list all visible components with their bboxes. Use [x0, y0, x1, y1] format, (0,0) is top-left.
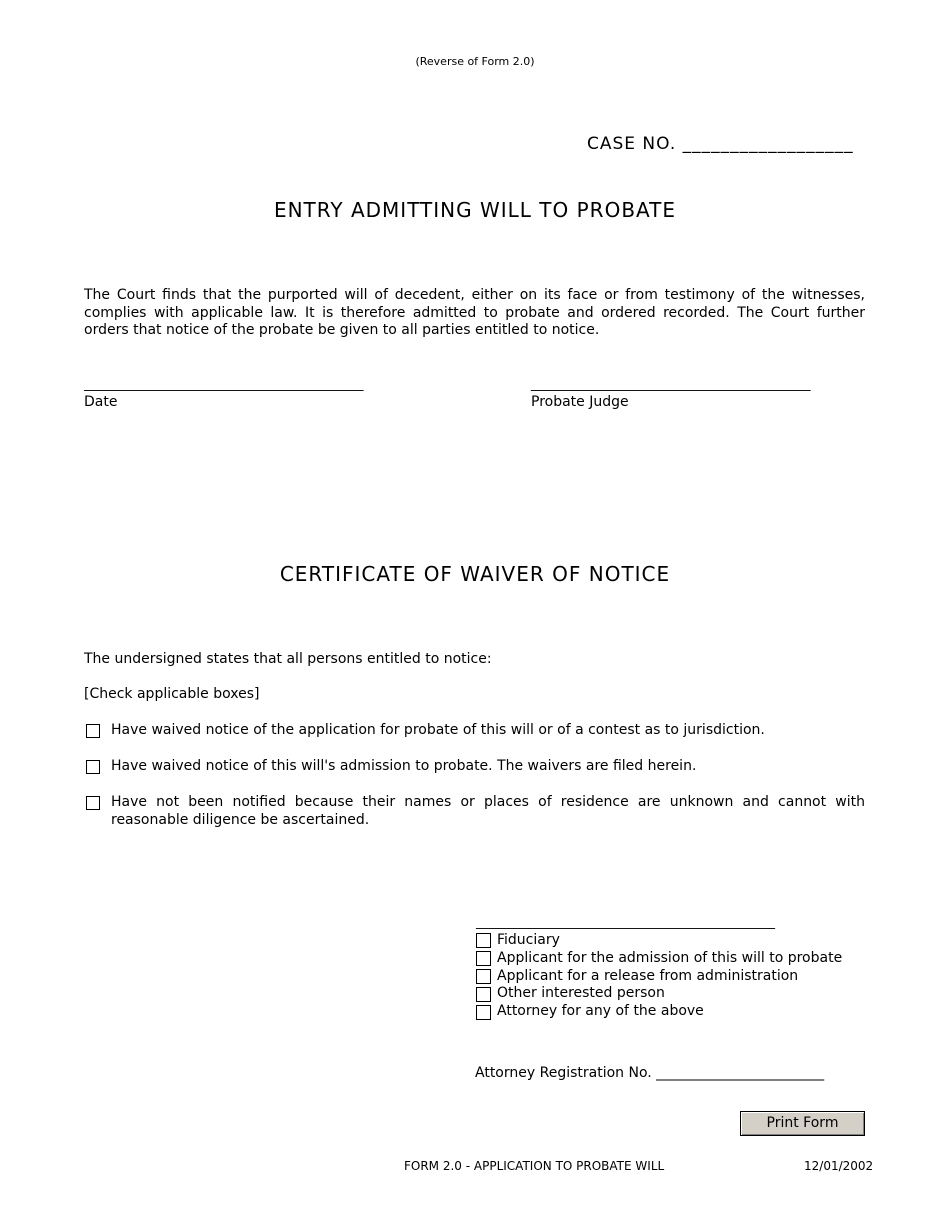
role-checkbox[interactable] — [476, 987, 491, 1002]
role-checkbox[interactable] — [476, 951, 491, 966]
waiver-option-label: Have not been notified because their names or places of residence are unknown and cannot with reasonable diligence be ascertained. — [111, 794, 865, 828]
waiver-option-checkbox[interactable] — [86, 724, 100, 738]
waiver-option-label: Have waived notice of the application for probate of this will or of a contest as to jurisdiction. — [111, 722, 765, 738]
date-label: Date — [84, 394, 118, 410]
probate-judge-label: Probate Judge — [531, 394, 629, 410]
role-item — [476, 985, 842, 1003]
judge-signature-line[interactable]: ___________________________________________ — [531, 377, 811, 392]
role-list — [476, 932, 842, 1021]
role-checkbox[interactable] — [476, 933, 491, 948]
attorney-registration-field[interactable]: Attorney Registration No. ________________________ — [475, 1065, 825, 1081]
entry-title: ENTRY ADMITTING WILL TO PROBATE — [273, 198, 677, 222]
role-label: Applicant for a release from administration — [497, 967, 799, 984]
role-checkbox[interactable] — [476, 969, 491, 984]
role-item — [476, 932, 842, 950]
footer-form-name: FORM 2.0 - APPLICATION TO PROBATE WILL — [404, 1159, 665, 1173]
entry-body: The Court finds that the purported will of decedent, either on its face or from testimony of the witnesses, complies with applicable law. It is therefore admitted to probate and ordered recorded. The Court further orders that notice of the probate be given to all parties entitled to notice. — [84, 287, 865, 338]
waiver-intro: The undersigned states that all persons entitled to notice: — [84, 651, 492, 667]
role-label: Other interested person — [497, 985, 665, 1002]
case-number-field[interactable]: CASE NO. __________________ — [587, 134, 854, 154]
role-checkbox[interactable] — [476, 1005, 491, 1020]
waiver-title: CERTIFICATE OF WAIVER OF NOTICE — [279, 562, 671, 586]
waiver-option-checkbox[interactable] — [86, 760, 100, 774]
role-label: Attorney for any of the above — [497, 1003, 704, 1020]
role-item — [476, 950, 842, 968]
role-label: Applicant for the admission of this will to probate — [497, 949, 843, 966]
waiver-option-label: Have waived notice of this will's admission to probate. The waivers are filed herein. — [111, 758, 697, 774]
role-item — [476, 1003, 842, 1021]
print-form-button[interactable]: Print Form — [740, 1111, 865, 1136]
waiver-instruction: [Check applicable boxes] — [84, 686, 260, 702]
date-signature-line[interactable]: ___________________________________________ — [84, 377, 364, 392]
footer-date: 12/01/2002 — [804, 1159, 874, 1173]
reverse-note: (Reverse of Form 2.0) — [415, 55, 535, 68]
signature-line[interactable]: ______________________________________________ — [476, 915, 775, 930]
role-item — [476, 968, 842, 986]
waiver-option-checkbox[interactable] — [86, 796, 100, 810]
role-label: Fiduciary — [497, 932, 560, 948]
